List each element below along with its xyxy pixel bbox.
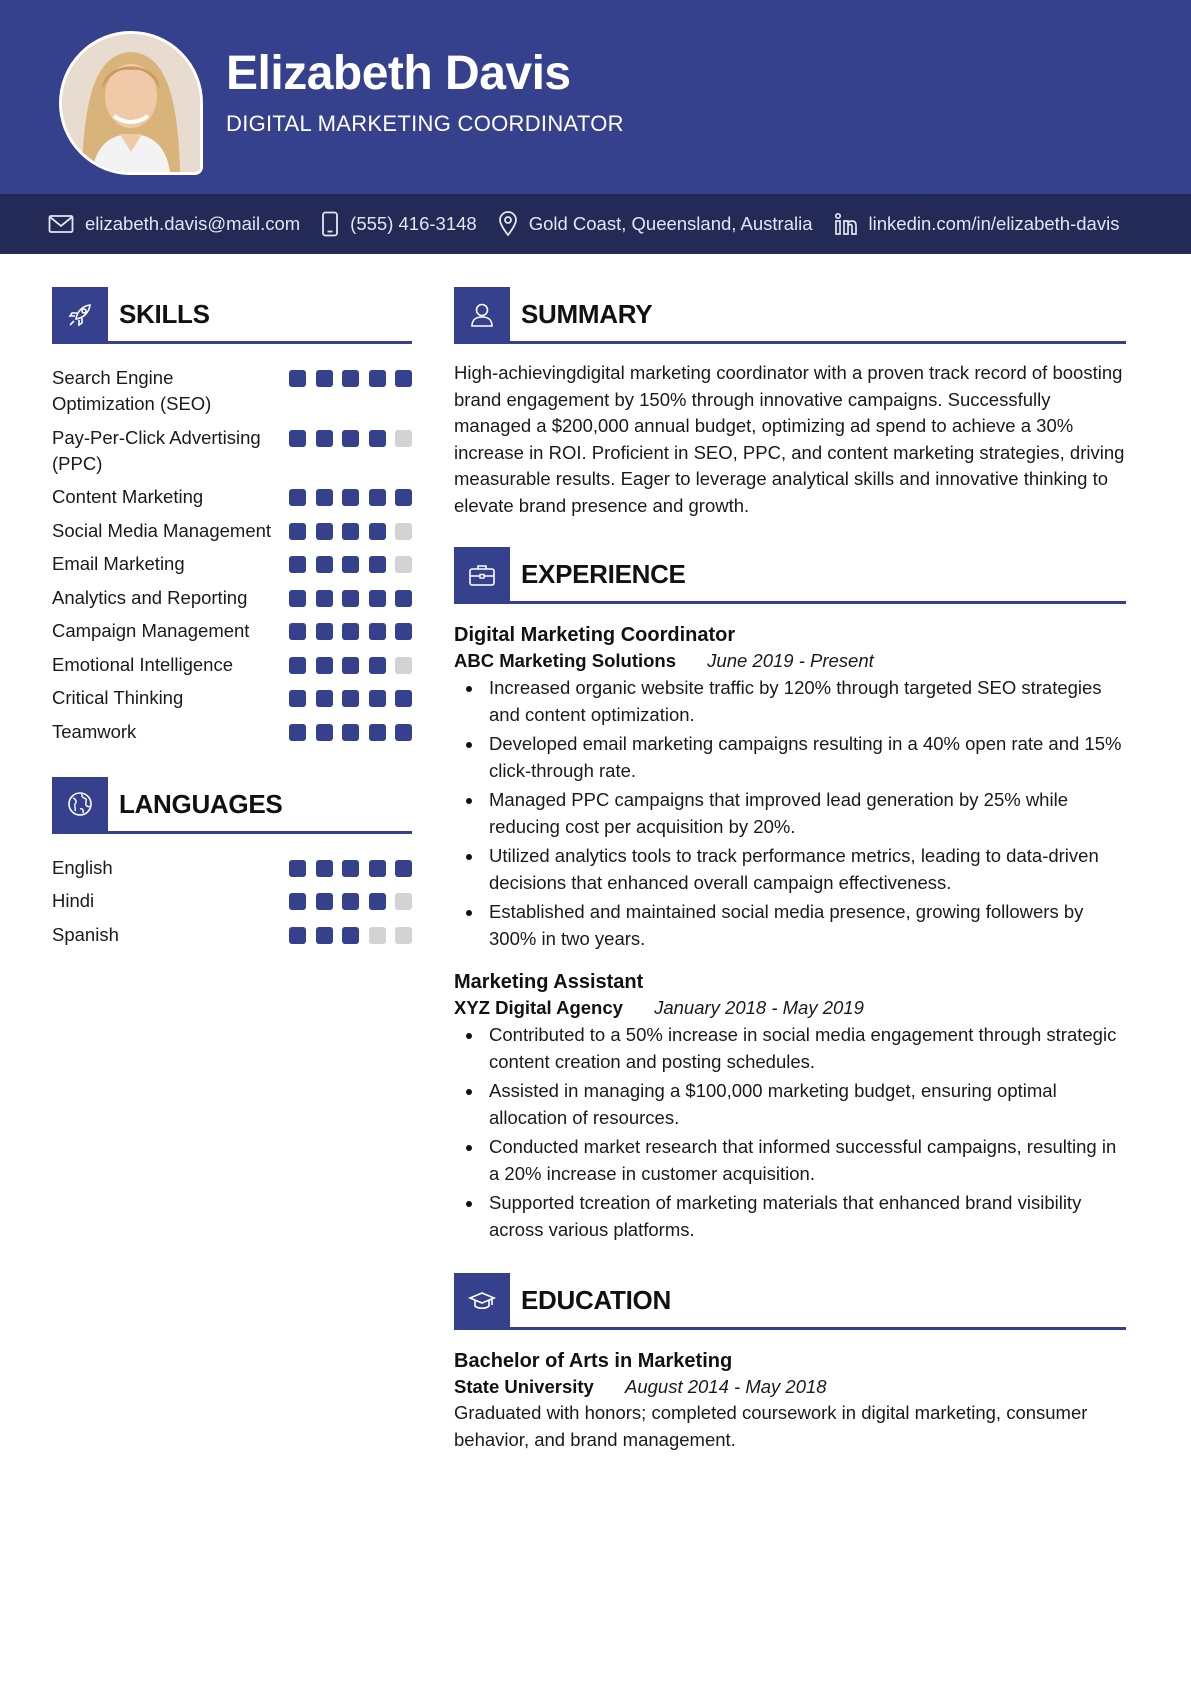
rating-dot-filled — [369, 690, 386, 707]
experience-header — [454, 547, 1126, 603]
rating-dot-filled — [369, 556, 386, 573]
rating-dot-filled — [369, 590, 386, 607]
skills-header — [52, 287, 412, 343]
envelope-icon — [48, 214, 74, 234]
right-column — [454, 287, 1126, 1453]
languages-header — [52, 777, 412, 833]
rating-dots — [280, 685, 413, 707]
section-divider — [52, 831, 412, 834]
rating-dot-filled — [316, 430, 333, 447]
rating-dot-filled — [369, 523, 386, 540]
candidate-name: Elizabeth Davis — [226, 47, 571, 100]
rating-dots — [280, 484, 413, 506]
rating-dot-filled — [369, 657, 386, 674]
rating-dot-filled — [316, 927, 333, 944]
rating-dot-filled — [342, 690, 359, 707]
rating-dot-filled — [342, 623, 359, 640]
summary-header — [454, 287, 1126, 343]
rating-dot-filled — [395, 724, 412, 741]
rating-dot-filled — [369, 430, 386, 447]
phone-icon — [321, 211, 339, 237]
rating-dot-filled — [289, 927, 306, 944]
job-meta — [454, 648, 1126, 674]
rating-dot-filled — [342, 523, 359, 540]
rating-dot-filled — [342, 556, 359, 573]
rating-dot-empty — [369, 927, 386, 944]
section-divider — [454, 341, 1126, 344]
rating-dot-filled — [316, 860, 333, 877]
rating-dot-filled — [316, 623, 333, 640]
list-item: Assisted in managing a $100,000 marketing budget, ensuring optimal allocation of resources. — [454, 1078, 1126, 1131]
list-item: Supported tcreation of marketing materials that enhanced brand visibility across various platforms. — [454, 1190, 1126, 1243]
list-item: Managed PPC campaigns that improved lead generation by 25% while reducing cost per acquisition by 20%. — [454, 787, 1126, 840]
phone-text: (555) 416-3148 — [350, 213, 477, 234]
rating-label: Critical Thinking — [52, 687, 184, 708]
rating-dot-filled — [395, 623, 412, 640]
rating-label: Spanish — [52, 923, 119, 945]
education-header — [454, 1273, 1126, 1329]
contact-phone[interactable] — [321, 211, 477, 237]
user-icon — [454, 287, 510, 342]
rating-dot-filled — [342, 430, 359, 447]
location-pin-icon — [498, 211, 518, 237]
rating-row — [52, 551, 412, 577]
location-text: Gold Coast, Queensland, Australia — [528, 213, 813, 234]
rating-row — [52, 685, 412, 711]
rating-dot-filled — [342, 724, 359, 741]
rating-dot-filled — [395, 489, 412, 506]
job-meta — [454, 995, 1126, 1021]
rating-label: Email Marketing — [52, 553, 185, 574]
rating-dot-filled — [289, 690, 306, 707]
list-item: Developed email marketing campaigns resulting in a 40% open rate and 15% click-through rate. — [454, 731, 1126, 784]
job-bullets — [454, 675, 1126, 952]
rating-dot-filled — [316, 724, 333, 741]
summary-text: High-achievingdigital marketing coordinator with a proven track record of boosting brand engagement by 150% through innovative campaigns. Successfully managed a $200,000 annual budget, optimizing ad spend to achieve a 30% increase in ROI. Proficient in SEO, PPC, and content marketing strategies, driving measurable results. Eager to leverage analytical skills and innovative thinking to elevate brand presence and growth. — [454, 362, 1125, 516]
rating-label: Social Media Management — [52, 519, 272, 541]
rating-dot-filled — [289, 430, 306, 447]
rating-dots — [280, 719, 413, 741]
briefcase-icon — [454, 547, 510, 602]
list-item: Conducted market research that informed successful campaigns, resulting in a 20% increase in customer acquisition. — [454, 1134, 1126, 1187]
job-entry — [454, 969, 1126, 1243]
skills-title: SKILLS — [119, 299, 210, 329]
rating-label: Teamwork — [52, 720, 137, 742]
rating-row — [52, 484, 412, 510]
education-title: EDUCATION — [521, 1285, 671, 1315]
rating-dot-filled — [342, 657, 359, 674]
rating-dots — [280, 518, 413, 540]
rating-dot-filled — [342, 370, 359, 387]
rating-row — [52, 518, 412, 544]
rating-row — [52, 425, 412, 477]
rocket-icon — [52, 287, 108, 342]
contact-location — [498, 211, 813, 237]
rating-label: Campaign Management — [52, 620, 250, 641]
education-meta — [454, 1374, 1126, 1400]
rating-dots — [280, 365, 413, 387]
profile-photo — [59, 31, 203, 175]
section-divider — [52, 341, 412, 344]
job-dates: June 2019 - Present — [707, 650, 874, 671]
rating-dot-filled — [342, 860, 359, 877]
section-divider — [454, 1327, 1126, 1330]
rating-dot-filled — [342, 590, 359, 607]
rating-row — [52, 365, 412, 417]
list-item: Contributed to a 50% increase in social media engagement through strategic content creation and posting schedules. — [454, 1022, 1126, 1075]
rating-dot-filled — [289, 860, 306, 877]
languages-list — [52, 855, 412, 948]
rating-label: Search Engine Optimization (SEO) — [52, 367, 212, 414]
rating-dot-filled — [316, 657, 333, 674]
education-details: Graduated with honors; completed coursework in digital marketing, consumer behavior, and brand management. — [454, 1402, 1088, 1450]
rating-row — [52, 719, 412, 745]
rating-row — [52, 855, 412, 881]
experience-title: EXPERIENCE — [521, 559, 686, 589]
rating-dot-filled — [342, 927, 359, 944]
rating-dots — [280, 585, 413, 607]
rating-dot-filled — [369, 623, 386, 640]
rating-label: Content Marketing — [52, 486, 204, 507]
rating-row — [52, 888, 412, 914]
rating-dot-filled — [289, 893, 306, 910]
rating-dot-empty — [395, 556, 412, 573]
contact-bar — [0, 194, 1191, 254]
rating-dots — [280, 618, 413, 640]
rating-dot-filled — [316, 590, 333, 607]
rating-dot-filled — [289, 489, 306, 506]
skills-list — [52, 365, 412, 745]
rating-dots — [280, 855, 413, 877]
rating-dots — [280, 652, 413, 674]
left-column — [52, 287, 412, 955]
rating-dot-filled — [395, 690, 412, 707]
rating-dot-filled — [316, 556, 333, 573]
job-company: XYZ Digital Agency — [454, 997, 623, 1018]
rating-dot-filled — [289, 724, 306, 741]
rating-label: Hindi — [52, 890, 95, 911]
rating-row — [52, 922, 412, 948]
rating-dot-empty — [395, 657, 412, 674]
rating-dots — [280, 888, 413, 910]
rating-dot-empty — [395, 927, 412, 944]
rating-dots — [280, 425, 413, 447]
rating-dot-filled — [316, 523, 333, 540]
graduation-cap-icon — [454, 1273, 510, 1328]
list-item: Increased organic website traffic by 120% through targeted SEO strategies and content optimization. — [454, 675, 1126, 728]
candidate-title: DIGITAL MARKETING COORDINATOR — [226, 111, 624, 136]
rating-dot-filled — [316, 893, 333, 910]
rating-row — [52, 618, 412, 644]
education-dates: August 2014 - May 2018 — [624, 1376, 827, 1397]
job-title: Marketing Assistant — [454, 971, 644, 993]
job-dates: January 2018 - May 2019 — [654, 997, 864, 1018]
list-item: Established and maintained social media presence, growing followers by 300% in two years. — [454, 899, 1126, 952]
rating-dot-filled — [395, 860, 412, 877]
languages-title: LANGUAGES — [119, 788, 283, 819]
email-text: elizabeth.davis@mail.com — [85, 213, 301, 234]
rating-label: Emotional Intelligence — [52, 653, 233, 675]
list-item: Utilized analytics tools to track performance metrics, leading to data-driven decisions that enhanced overall campaign effectiveness. — [454, 843, 1126, 896]
rating-dot-filled — [316, 489, 333, 506]
rating-dot-empty — [395, 523, 412, 540]
rating-row — [52, 585, 412, 611]
linkedin-text: linkedin.com/in/elizabeth-davis — [868, 213, 1120, 234]
job-entry — [454, 622, 1126, 952]
rating-dots — [280, 922, 413, 944]
rating-dot-filled — [289, 657, 306, 674]
school-name: State University — [454, 1376, 594, 1397]
rating-dot-filled — [316, 370, 333, 387]
degree: Bachelor of Arts in Marketing — [454, 1350, 733, 1372]
rating-dot-filled — [342, 489, 359, 506]
rating-dot-filled — [289, 590, 306, 607]
rating-dot-empty — [395, 430, 412, 447]
rating-dot-filled — [369, 724, 386, 741]
resume-header — [0, 0, 1191, 194]
contact-linkedin[interactable] — [834, 212, 1120, 236]
rating-dot-filled — [289, 370, 306, 387]
rating-label: Analytics and Reporting — [52, 586, 248, 608]
job-company: ABC Marketing Solutions — [454, 650, 677, 671]
job-bullets — [454, 1022, 1126, 1243]
section-divider — [454, 601, 1126, 604]
rating-dot-filled — [316, 690, 333, 707]
rating-dot-filled — [369, 860, 386, 877]
linkedin-icon — [834, 212, 858, 236]
globe-icon — [52, 777, 108, 832]
rating-dot-filled — [395, 370, 412, 387]
rating-label: English — [52, 856, 113, 878]
rating-row — [52, 652, 412, 678]
rating-dot-filled — [369, 489, 386, 506]
summary-title: SUMMARY — [521, 299, 653, 329]
rating-dots — [280, 551, 413, 573]
rating-dot-filled — [369, 370, 386, 387]
education-entry — [454, 1348, 1126, 1453]
rating-label: Pay-Per-Click Advertising (PPC) — [52, 426, 261, 474]
rating-dot-filled — [342, 893, 359, 910]
rating-dot-filled — [289, 556, 306, 573]
contact-email[interactable] — [48, 213, 300, 235]
rating-dot-filled — [395, 590, 412, 607]
rating-dot-empty — [395, 893, 412, 910]
rating-dot-filled — [289, 523, 306, 540]
rating-dot-filled — [369, 893, 386, 910]
rating-dot-filled — [289, 623, 306, 640]
job-title: Digital Marketing Coordinator — [454, 624, 736, 646]
